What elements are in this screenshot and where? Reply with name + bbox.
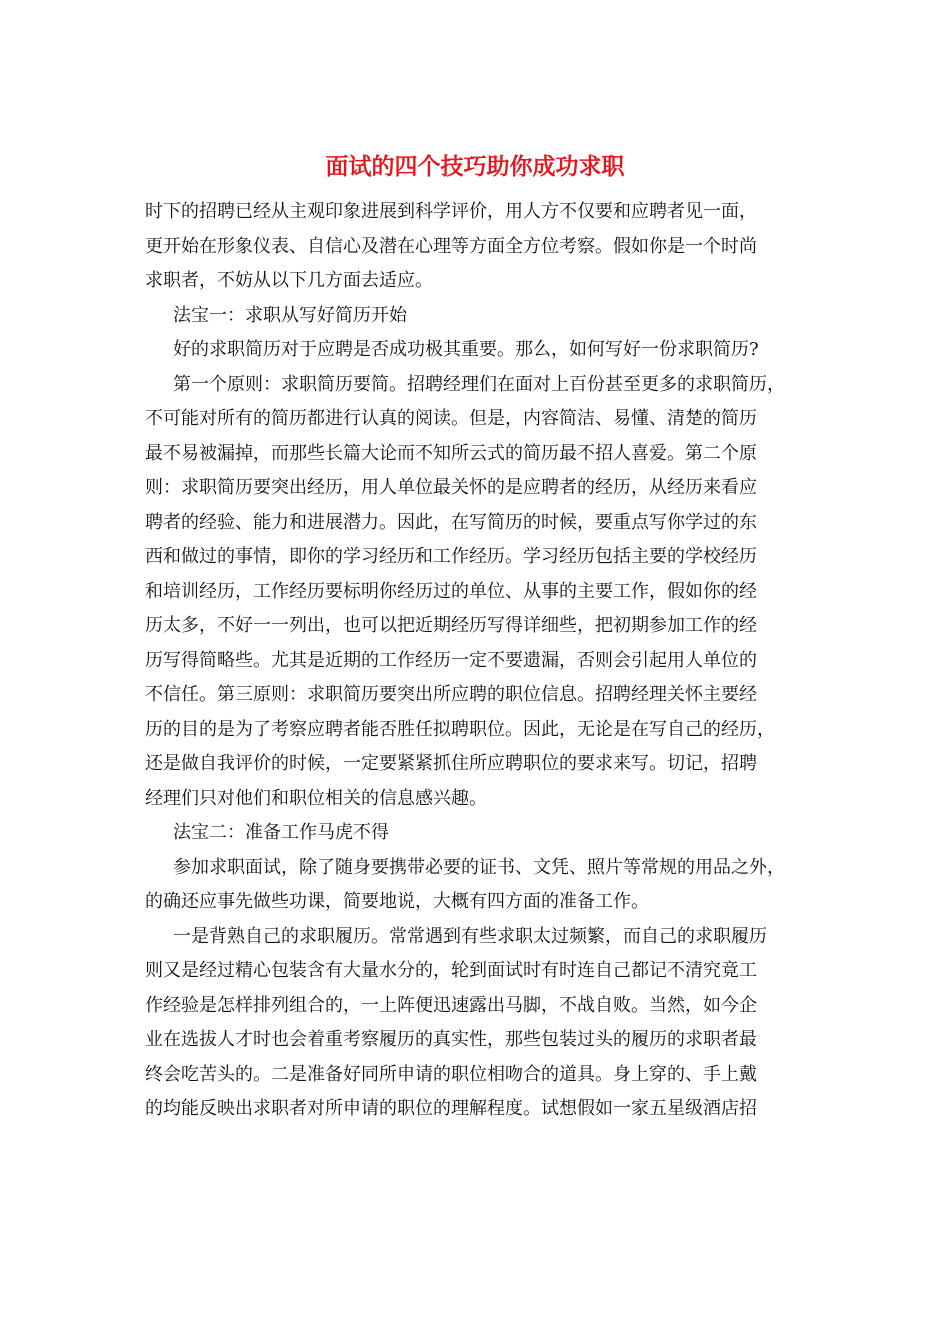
text-line: 聘者的经验、能力和进展潜力。因此，在写简历的时候，要重点写你学过的东 bbox=[145, 511, 757, 533]
text-line: 终会吃苦头的。二是准备好同所申请的职位相吻合的道具。身上穿的、手上戴 bbox=[145, 1063, 757, 1085]
text-line: 最不易被漏掉，而那些长篇大论而不知所云式的简历最不招人喜爱。第二个原 bbox=[145, 442, 757, 464]
text-line: 的确还应事先做些功课，简要地说，大概有四方面的准备工作。 bbox=[145, 891, 649, 912]
text-line: 求职者，不妨从以下几方面去适应。 bbox=[145, 270, 433, 291]
text-line: 参加求职面试，除了随身要携带必要的证书、文凭、照片等常规的用品之外， bbox=[173, 856, 785, 878]
text-line: 作经验是怎样排列组合的，一上阵便迅速露出马脚，不战自败。当然，如今企 bbox=[145, 994, 757, 1016]
text-line: 则又是经过精心包装含有大量水分的，轮到面试时有时连自己都记不清究竟工 bbox=[145, 960, 757, 981]
text-line: 和培训经历，工作经历要标明你经历过的单位、从事的主要工作，假如你的经 bbox=[145, 580, 757, 602]
text-line: 历写得简略些。尤其是近期的工作经历一定不要遗漏，否则会引起用人单位的 bbox=[145, 649, 757, 671]
text-line: 经理们只对他们和职位相关的信息感兴趣。 bbox=[145, 787, 487, 809]
text-line: 不信任。第三原则：求职简历要突出所应聘的职位信息。招聘经理关怀主要经 bbox=[145, 684, 757, 705]
document-body bbox=[145, 195, 805, 1127]
text-line: 法宝二：准备工作马虎不得 bbox=[173, 822, 389, 843]
text-line: 不可能对所有的简历都进行认真的阅读。但是，内容简洁、易懂、清楚的简历 bbox=[145, 408, 757, 429]
document-title: 面试的四个技巧助你成功求职 bbox=[325, 153, 625, 180]
text-line: 则：求职简历要突出经历，用人单位最关怀的是应聘者的经历，从经历来看应 bbox=[145, 477, 757, 498]
text-line: 历的目的是为了考察应聘者能否胜任拟聘职位。因此，无论是在写自己的经历， bbox=[145, 718, 775, 740]
text-line: 第一个原则：求职简历要简。招聘经理们在面对上百份甚至更多的求职简历， bbox=[173, 373, 785, 395]
text-line: 西和做过的事情，即你的学习经历和工作经历。学习经历包括主要的学校经历 bbox=[145, 546, 757, 567]
text-line: 业在选拔人才时也会着重考察履历的真实性，那些包装过头的履历的求职者最 bbox=[145, 1029, 757, 1050]
text-line: 一是背熟自己的求职履历。常常遇到有些求职太过频繁，而自己的求职履历 bbox=[173, 925, 767, 947]
text-line: 时下的招聘已经从主观印象进展到科学评价，用人方不仅要和应聘者见一面， bbox=[145, 201, 757, 222]
text-line: 还是做自我评价的时候，一定要紧紧抓住所应聘职位的要求来写。切记，招聘 bbox=[145, 753, 757, 774]
text-line: 历太多，不好一一列出，也可以把近期经历写得详细些，把初期参加工作的经 bbox=[145, 615, 757, 636]
text-line: 的均能反映出求职者对所申请的职位的理解程度。试想假如一家五星级酒店招 bbox=[145, 1098, 757, 1119]
text-line: 法宝一：求职从写好简历开始 bbox=[173, 304, 407, 326]
text-line: 更开始在形象仪表、自信心及潜在心理等方面全方位考察。假如你是一个时尚 bbox=[145, 235, 757, 257]
text-line: 好的求职简历对于应聘是否成功极其重要。那么，如何写好一份求职简历? bbox=[173, 339, 759, 360]
